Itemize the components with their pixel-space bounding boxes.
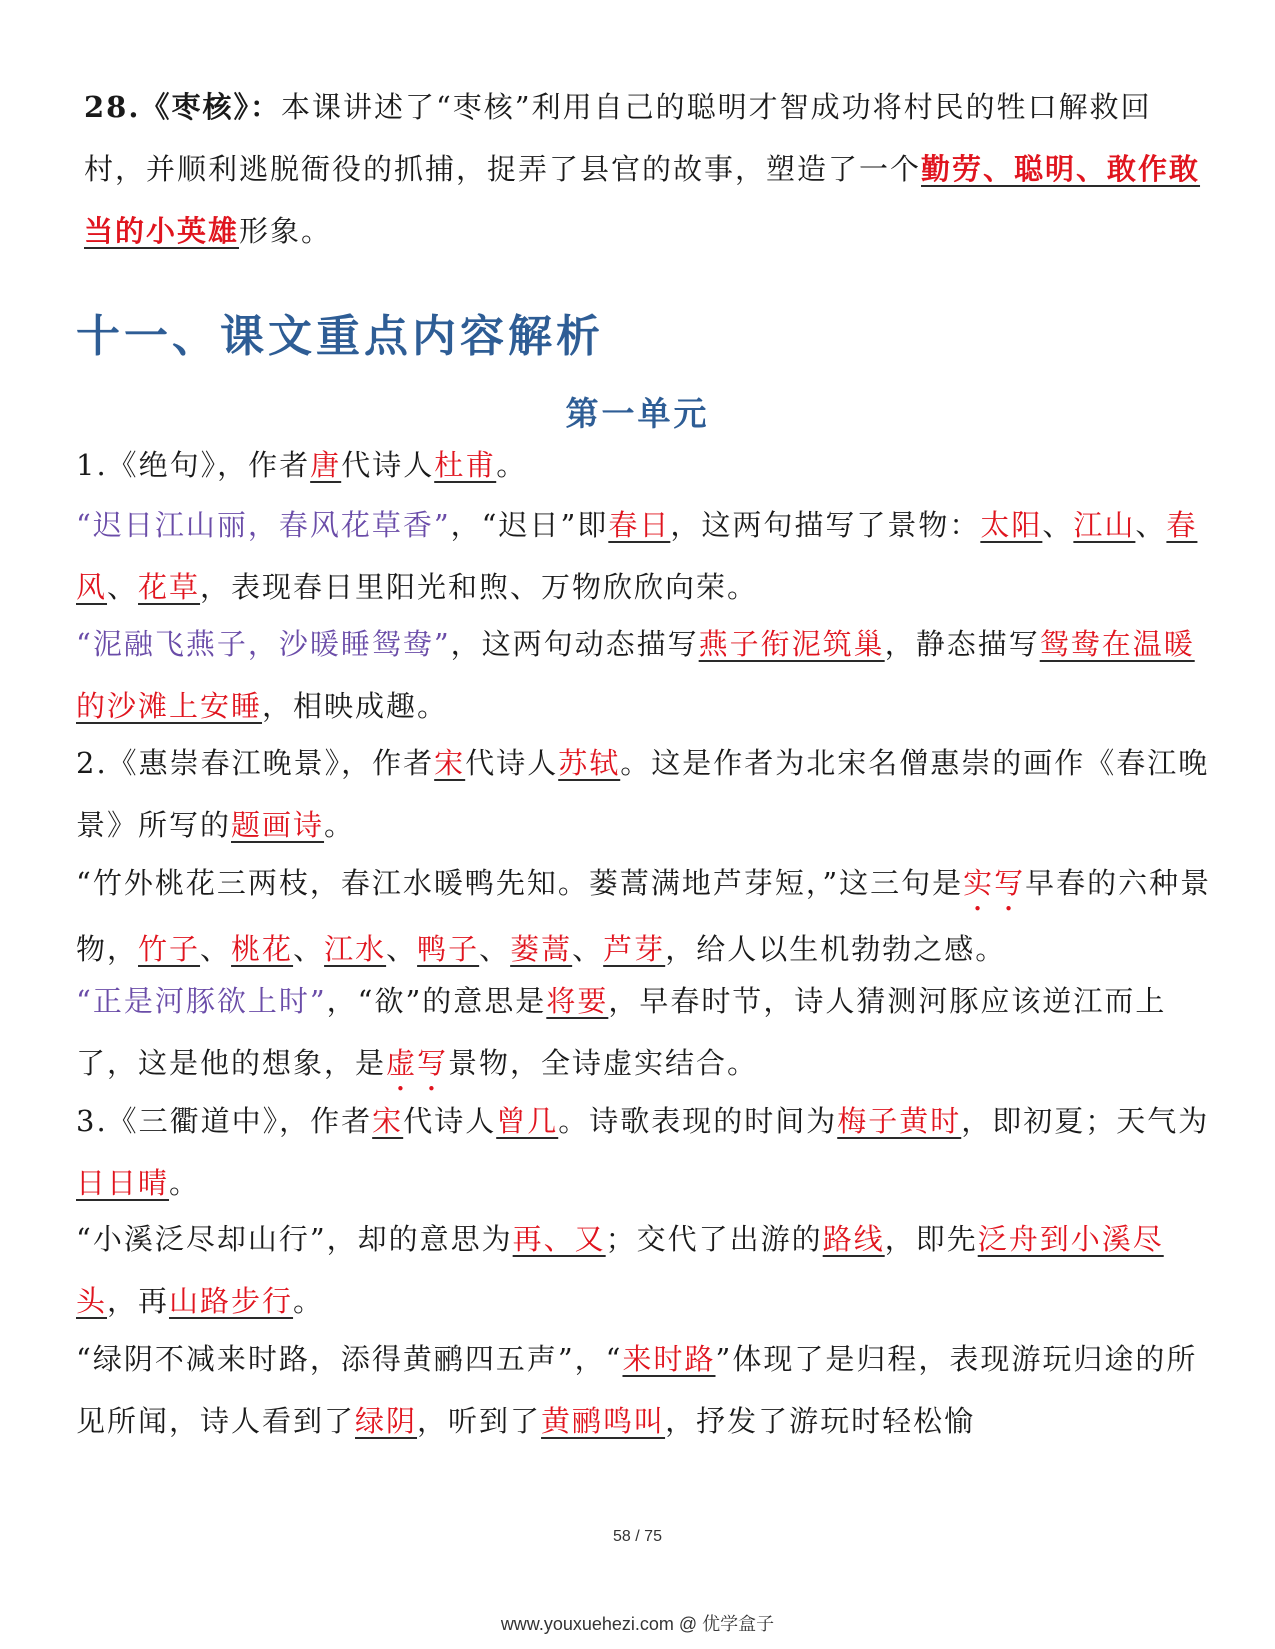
- answer: 绿阴: [355, 1404, 418, 1438]
- answer: 春风: [76, 508, 1198, 604]
- answer: 路线: [822, 1222, 885, 1256]
- quoted-verse: “泥融飞燕子，沙暖睡鸳鸯”: [76, 627, 451, 661]
- poem-2-analysis: “竹外桃花三两枝，春江水暖鸭先知。蒌蒿满地芦芽短，”这三句是实写早春的六种景物，竹子、桃花、江水、鸭子、蒌蒿、芦芽，给人以生机勃勃之感。: [76, 866, 1212, 966]
- answer: 曾几: [496, 1104, 559, 1138]
- answer: 桃花: [231, 932, 294, 966]
- answer: 山路步行: [169, 1284, 294, 1318]
- item-number: 28.: [84, 90, 141, 124]
- poem-1-title-line: 1.《绝句》，作者唐代诗人杜甫。: [76, 448, 528, 482]
- poem-1-lines-1-2: “迟日江山丽，春风花草香”，“迟日”即春日，这两句描写了景物：太阳、江山、春风、花草，表现春日里阳光和煦、万物欣欣向荣。: [76, 508, 1198, 604]
- answer: 芦芽: [603, 932, 666, 966]
- poem-3-lines-3-4: “绿阴不减来时路，添得黄鹂四五声”，“来时路”体现了是归程，表现游玩归途的所见所闻，诗人看到了绿阴，听到了黄鹂鸣叫，抒发了游玩时轻松愉: [76, 1342, 1198, 1438]
- answer: 太阳: [980, 508, 1043, 542]
- poem-2-title-line: 2.《惠崇春江晚景》，作者宋代诗人苏轼。这是作者为北宋名僧惠崇的画作《春江晚景》所写的题画诗。: [76, 746, 1210, 842]
- answer: 宋: [372, 1104, 404, 1138]
- answer: 日日晴: [76, 1166, 170, 1200]
- item-28-paragraph: [84, 76, 1204, 262]
- poem-3-title-line: 3.《三衢道中》，作者宋代诗人曾几。诗歌表现的时间为梅子黄时，即初夏；天气为日日晴。: [76, 1104, 1210, 1200]
- answer: 泛舟到小溪尽头: [76, 1222, 1164, 1318]
- section-heading: 十一、课文重点内容解析: [76, 311, 604, 362]
- answer: 鸭子: [417, 932, 480, 966]
- answer: 竹子: [138, 932, 201, 966]
- footer-watermark: www.youxuehezi.com @ 优学盒子: [500, 1614, 775, 1634]
- answer: 江山: [1073, 508, 1136, 542]
- answer: 蒌蒿: [510, 932, 573, 966]
- answer: 实写: [963, 866, 1026, 900]
- unit-heading: 第一单元: [565, 394, 710, 433]
- quoted-verse: “迟日江山丽，春风花草香”: [76, 508, 451, 542]
- answer: 来时路: [622, 1342, 716, 1376]
- poem-3-line-2: “小溪泛尽却山行”，却的意思为再、又；交代了出游的路线，即先泛舟到小溪尽头，再山路步行。: [76, 1222, 1164, 1318]
- answer: 江水: [324, 932, 387, 966]
- answer: 题画诗: [231, 808, 325, 842]
- item-text: 形象。: [239, 214, 333, 248]
- page-number: 58 / 75: [613, 1528, 662, 1545]
- answer: 再、又: [512, 1222, 606, 1256]
- answer: 将要: [546, 984, 609, 1018]
- poem-2-last-line: “正是河豚欲上时”，“欲”的意思是将要，早春时节，诗人猜测河豚应该逆江而上了，这是他的想象，是虚写景物，全诗虚实结合。: [76, 984, 1167, 1080]
- poem-1-lines-3-4: “泥融飞燕子，沙暖睡鸳鸯”，这两句动态描写燕子衔泥筑巢，静态描写鸳鸯在温暖的沙滩上安睡，相映成趣。: [76, 627, 1195, 723]
- answer: 杜甫: [434, 448, 497, 482]
- answer: 梅子黄时: [837, 1104, 962, 1138]
- answer: 花草: [138, 570, 201, 604]
- answer: 黄鹂鸣叫: [541, 1404, 666, 1438]
- answer: 燕子衔泥筑巢: [698, 627, 885, 661]
- answer: 虚写: [386, 1046, 449, 1080]
- key-phrase: 勤劳、聪明、敢作敢当的小英雄: [84, 152, 1201, 248]
- item-title: 《枣核》：: [140, 90, 281, 124]
- item-text: 本课讲述了“枣核”利用自己的聪明才智成功将村民的牲口解救回村，并顺利逃脱衙役的抓捕，捉弄了县官的故事，塑造了一个: [84, 90, 1152, 186]
- answer: 鸳鸯在温暖的沙滩上安睡: [76, 627, 1195, 723]
- quoted-verse: “正是河豚欲上时”: [76, 984, 327, 1018]
- answer: 春日: [608, 508, 671, 542]
- answer: 唐: [310, 448, 342, 482]
- answer: 苏轼: [558, 746, 621, 780]
- answer: 宋: [434, 746, 466, 780]
